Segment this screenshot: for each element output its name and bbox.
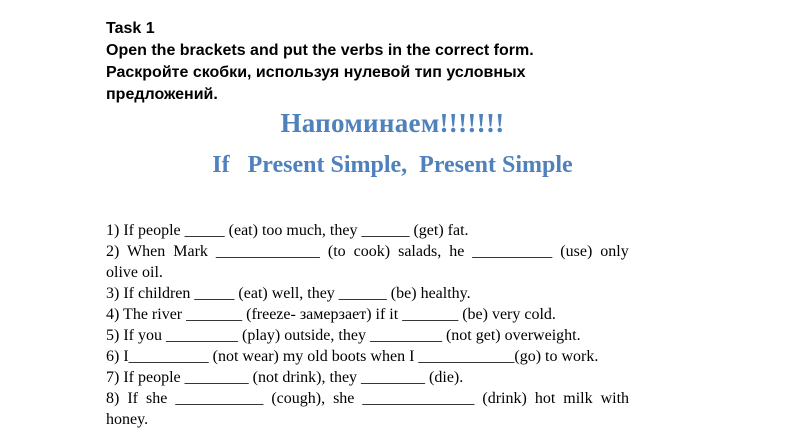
grammar-rule: If Present Simple, Present Simple [212, 152, 573, 178]
exercise-line-6: 6) I__________ (not wear) my old boots when I ____________(go) to work. [106, 348, 599, 365]
exercise-line-2-cont: olive oil. [106, 264, 163, 281]
task-instruction-ru-line2: предложений. [106, 86, 218, 103]
exercise-line-3: 3) If children _____ (eat) well, they ______ (be) healthy. [106, 285, 471, 302]
task-instruction-en: Open the brackets and put the verbs in the correct form. [106, 42, 534, 59]
exercise-line-4: 4) The river _______ (freeze- замерзает) if it _______ (be) very cold. [106, 306, 556, 323]
exercise-line-8: 8) If she ___________ (cough), she ______________ (drink) hot milk with [106, 390, 630, 407]
exercise-line-7: 7) If people ________ (not drink), they ________ (die). [106, 369, 464, 386]
task-title: Task 1 [106, 20, 155, 37]
exercise-line-1: 1) If people _____ (eat) too much, they ______ (get) fat. [106, 222, 469, 239]
task-header [106, 18, 626, 106]
exercise-line-2: 2) When Mark _____________ (to cook) salads, he __________ (use) only [106, 243, 629, 260]
exercise-line-8-cont: honey. [106, 411, 149, 428]
exercise-list [106, 220, 683, 430]
reminder-heading: Напоминаем!!!!!!! [280, 108, 505, 138]
exercise-line-5: 5) If you _________ (play) outside, they _________ (not get) overweight. [106, 327, 581, 344]
task-instruction-ru-line1: Раскройте скобки, используя нулевой тип условных [106, 64, 526, 81]
